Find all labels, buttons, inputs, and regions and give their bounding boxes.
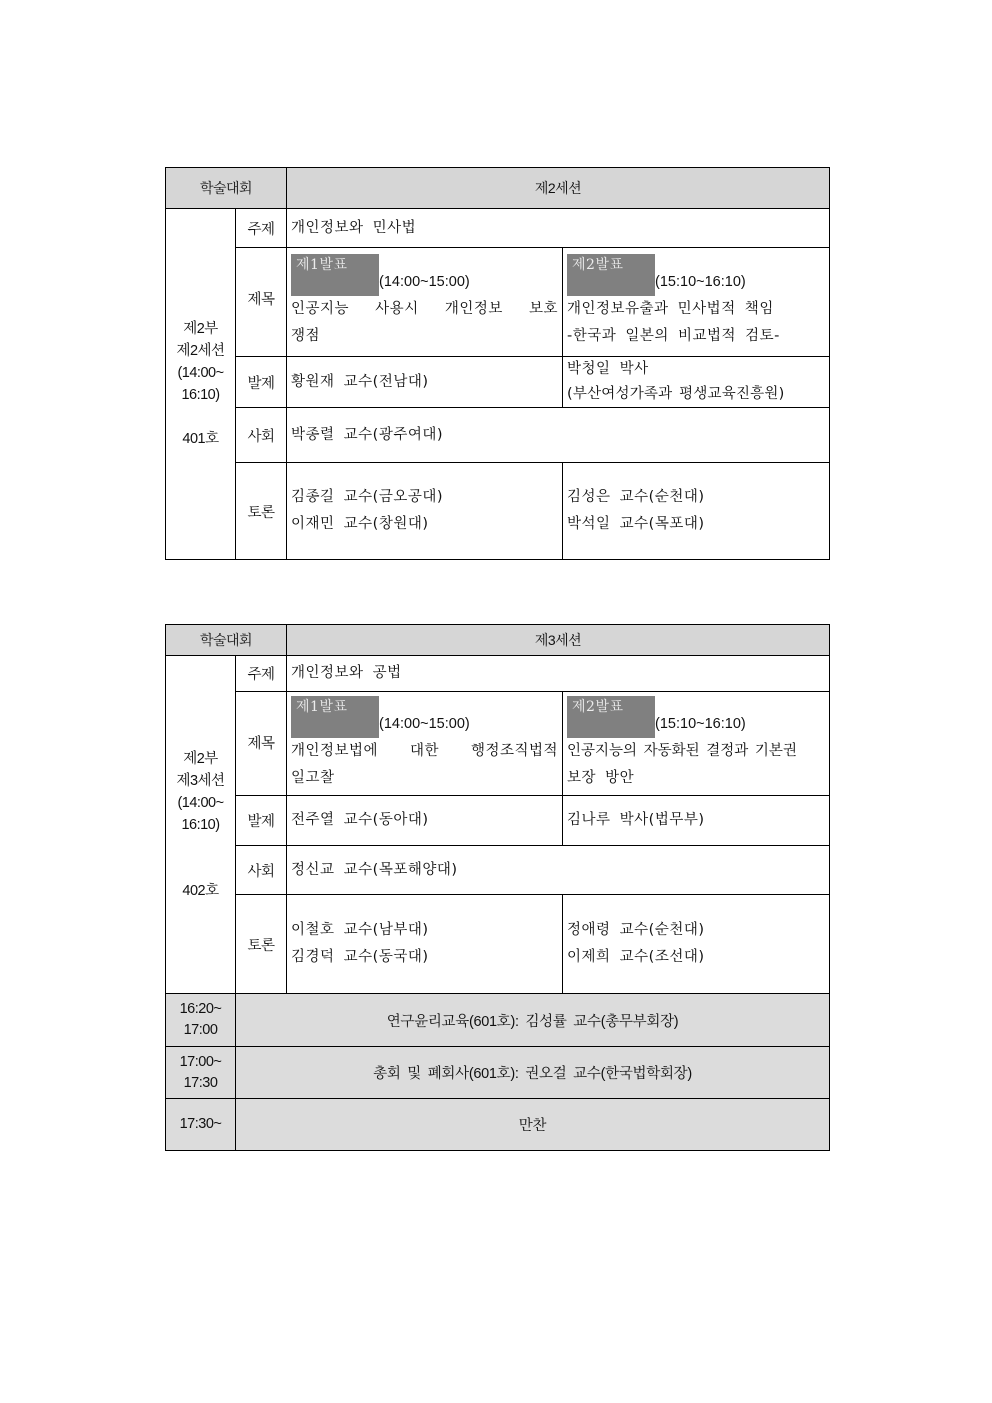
session-info-cell: [166, 656, 236, 994]
discussant: 정애령 교수(순천대): [567, 922, 705, 938]
title-label: 제목: [236, 692, 287, 796]
session-3-table: [165, 624, 830, 1151]
discussant: 이철호 교수(남부대): [291, 922, 429, 938]
theme-value: 개인정보와 공법: [287, 656, 830, 692]
theme-label: 주제: [236, 656, 287, 692]
part-label: 제2부: [183, 750, 218, 767]
ethics-education: 연구윤리교육(601호): 김성률 교수(총무부회장): [236, 994, 830, 1047]
room-label: 401호: [182, 431, 219, 447]
presentation-2-title-line1: 인공지능의 자동화된 결정과 기본권: [567, 742, 797, 759]
discussant: 박석일 교수(목포대): [567, 516, 705, 532]
discussant: 김성은 교수(순천대): [567, 489, 705, 505]
room-label: 402호: [182, 882, 219, 899]
discussant: 이재민 교수(창원대): [291, 516, 429, 532]
presenter-2-cell: [563, 357, 830, 408]
discussant: 김경덕 교수(동국대): [291, 949, 429, 965]
presentation-1-title-line1: 개인정보법에 대한 행정조직법적: [291, 742, 559, 759]
discussants-1: [287, 895, 563, 994]
presentation-2-title-line2: 보장 방안: [567, 769, 635, 786]
time-start: (14:00~: [177, 794, 224, 811]
presenter-2-name: 박청일 박사: [567, 361, 649, 377]
presentation-1-time: (14:00~15:00): [379, 715, 470, 732]
header-conference: 학술대회: [166, 168, 287, 209]
presentation-2-title-line1: 개인정보유출과 민사법적 책임: [567, 301, 774, 317]
presentation-2-tag: 제2발표: [567, 254, 655, 296]
presentation-1-cell: [287, 248, 563, 357]
theme-label: 주제: [236, 209, 287, 248]
presenter-1: 황원재 교수(전남대): [287, 357, 563, 408]
theme-value: 개인정보와 민사법: [287, 209, 830, 248]
presentation-1-tag: 제1발표: [291, 254, 379, 296]
ethics-time-end: 17:00: [183, 1022, 218, 1038]
moderator-value: 박종렬 교수(광주여대): [287, 408, 830, 463]
presentation-1-tag: 제1발표: [291, 696, 379, 738]
presentation-1-title-line1: 인공지능 사용시 개인정보 보호: [291, 301, 559, 317]
moderator-label: 사회: [236, 846, 287, 895]
presentation-2-time: (15:10~16:10): [655, 715, 746, 732]
header-session: 제2세션: [287, 168, 830, 209]
presenter-1: 전주열 교수(동아대): [287, 796, 563, 846]
ethics-time-start: 16:20~: [179, 1001, 222, 1017]
discussant: 김종길 교수(금오공대): [291, 489, 444, 505]
presentation-2-time: (15:10~16:10): [655, 274, 746, 290]
presentation-2-cell: [563, 692, 830, 796]
presentation-2-title-line2: -한국과 일본의 비교법적 검토-: [567, 328, 780, 344]
discussion-label: 토론: [236, 895, 287, 994]
presenter-label: 발제: [236, 357, 287, 408]
dinner: 만찬: [236, 1099, 830, 1151]
ethics-time-cell: [166, 994, 236, 1047]
presentation-2-cell: [563, 248, 830, 357]
moderator-label: 사회: [236, 408, 287, 463]
discussion-label: 토론: [236, 463, 287, 560]
session-info-cell: [166, 209, 236, 560]
moderator-value: 정신교 교수(목포해양대): [287, 846, 830, 895]
presentation-1-time: (14:00~15:00): [379, 274, 470, 290]
session-label: 제2세션: [176, 343, 225, 359]
discussants-2: [563, 895, 830, 994]
discussant: 이제희 교수(조선대): [567, 949, 705, 965]
presentation-1-cell: [287, 692, 563, 796]
title-label: 제목: [236, 248, 287, 357]
header-session: 제3세션: [287, 625, 830, 656]
assembly-time-start: 17:00~: [179, 1053, 222, 1070]
assembly-time-cell: [166, 1047, 236, 1099]
presenter-label: 발제: [236, 796, 287, 846]
time-end: 16:10): [181, 387, 220, 403]
assembly-time-end: 17:30: [183, 1074, 218, 1091]
part-label: 제2부: [183, 321, 218, 337]
presentation-1-title-line2: 쟁점: [291, 328, 321, 344]
dinner-time: 17:30~: [166, 1099, 236, 1151]
header-conference: 학술대회: [166, 625, 287, 656]
time-end: 16:10): [181, 816, 220, 833]
discussants-2: [563, 463, 830, 560]
presenter-2: 김나루 박사(법무부): [563, 796, 830, 846]
presentation-1-title-line2: 일고찰: [291, 769, 335, 786]
presentation-2-tag: 제2발표: [567, 696, 655, 738]
discussants-1: [287, 463, 563, 560]
presenter-2-affiliation: (부산여성가족과 평생교육진흥원): [567, 386, 785, 402]
time-start: (14:00~: [177, 365, 224, 381]
session-label: 제3세션: [176, 772, 225, 789]
session-2-table: [165, 167, 830, 560]
general-assembly: 총회 및 폐회사(601호): 권오걸 교수(한국법학회장): [236, 1047, 830, 1099]
